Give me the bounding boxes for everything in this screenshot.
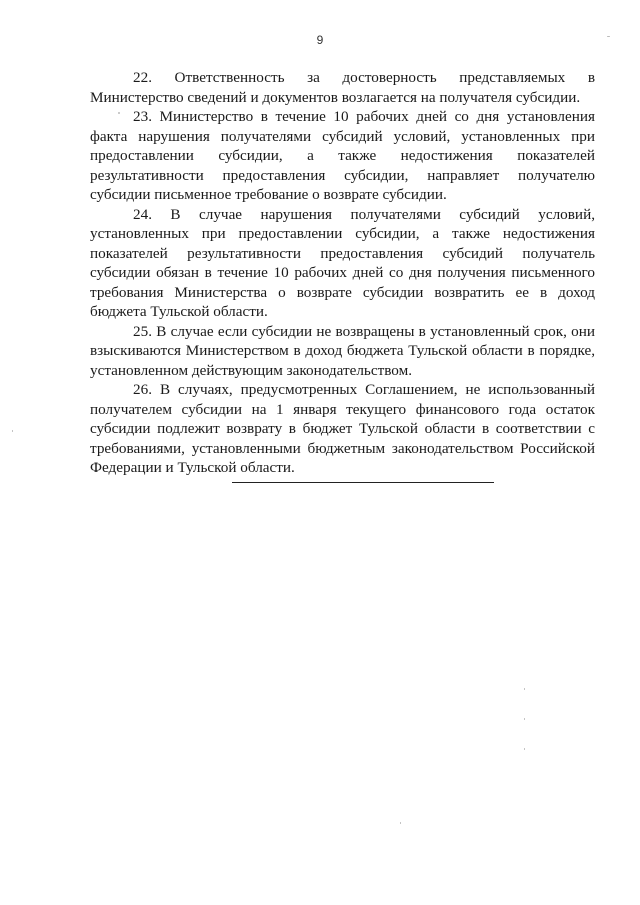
paragraph-22: 22. Ответственность за достоверность представляемых в Министерство сведений и документов возлагается на получателя субсидии. <box>90 69 595 106</box>
paragraph-26: 26. В случаях, предусмотренных Соглашением, не использованный получателем субсидии на 1 января текущего финансового года остаток субсидии подлежит возврату в бюджет Тульской области в соответствии с требованиями, установленными бюджетным законодательством Российской Федерации и Тульской области. <box>90 381 595 476</box>
paragraph-23: 23. Министерство в течение 10 рабочих дней со дня установления факта нарушения получателями субсидий условий, установленных при предоставлении субсидии, а также недостижения показателей результативности предоставления субсидии, направляет получателю субсидии письменное требование о возврате субсидии. <box>90 108 595 203</box>
scan-speck <box>400 822 401 824</box>
scan-speck <box>12 430 13 432</box>
paragraph-25: 25. В случае если субсидии не возвращены в установленный срок, они взыскиваются Министерством в доход бюджета Тульской области в порядке, установленном действующим законодательством. <box>90 322 595 379</box>
end-divider-line <box>232 482 494 483</box>
scan-speck <box>607 36 610 37</box>
paragraph-24: 24. В случае нарушения получателями субсидий условий, установленных при предоставлении субсидии, а также недостижения показателей результативности предоставления субсидий получатель субсидии обязан в течение 10 рабочих дней со дня получения письменного требования Министерства о возврате субсидии возвратить ее в доход бюджета Тульской области. <box>90 205 595 320</box>
scan-speck <box>524 748 525 750</box>
scan-speck <box>118 112 120 114</box>
scan-speck <box>524 688 525 690</box>
scan-speck <box>524 718 525 720</box>
document-body <box>90 68 595 478</box>
page-number: 9 <box>316 33 324 47</box>
